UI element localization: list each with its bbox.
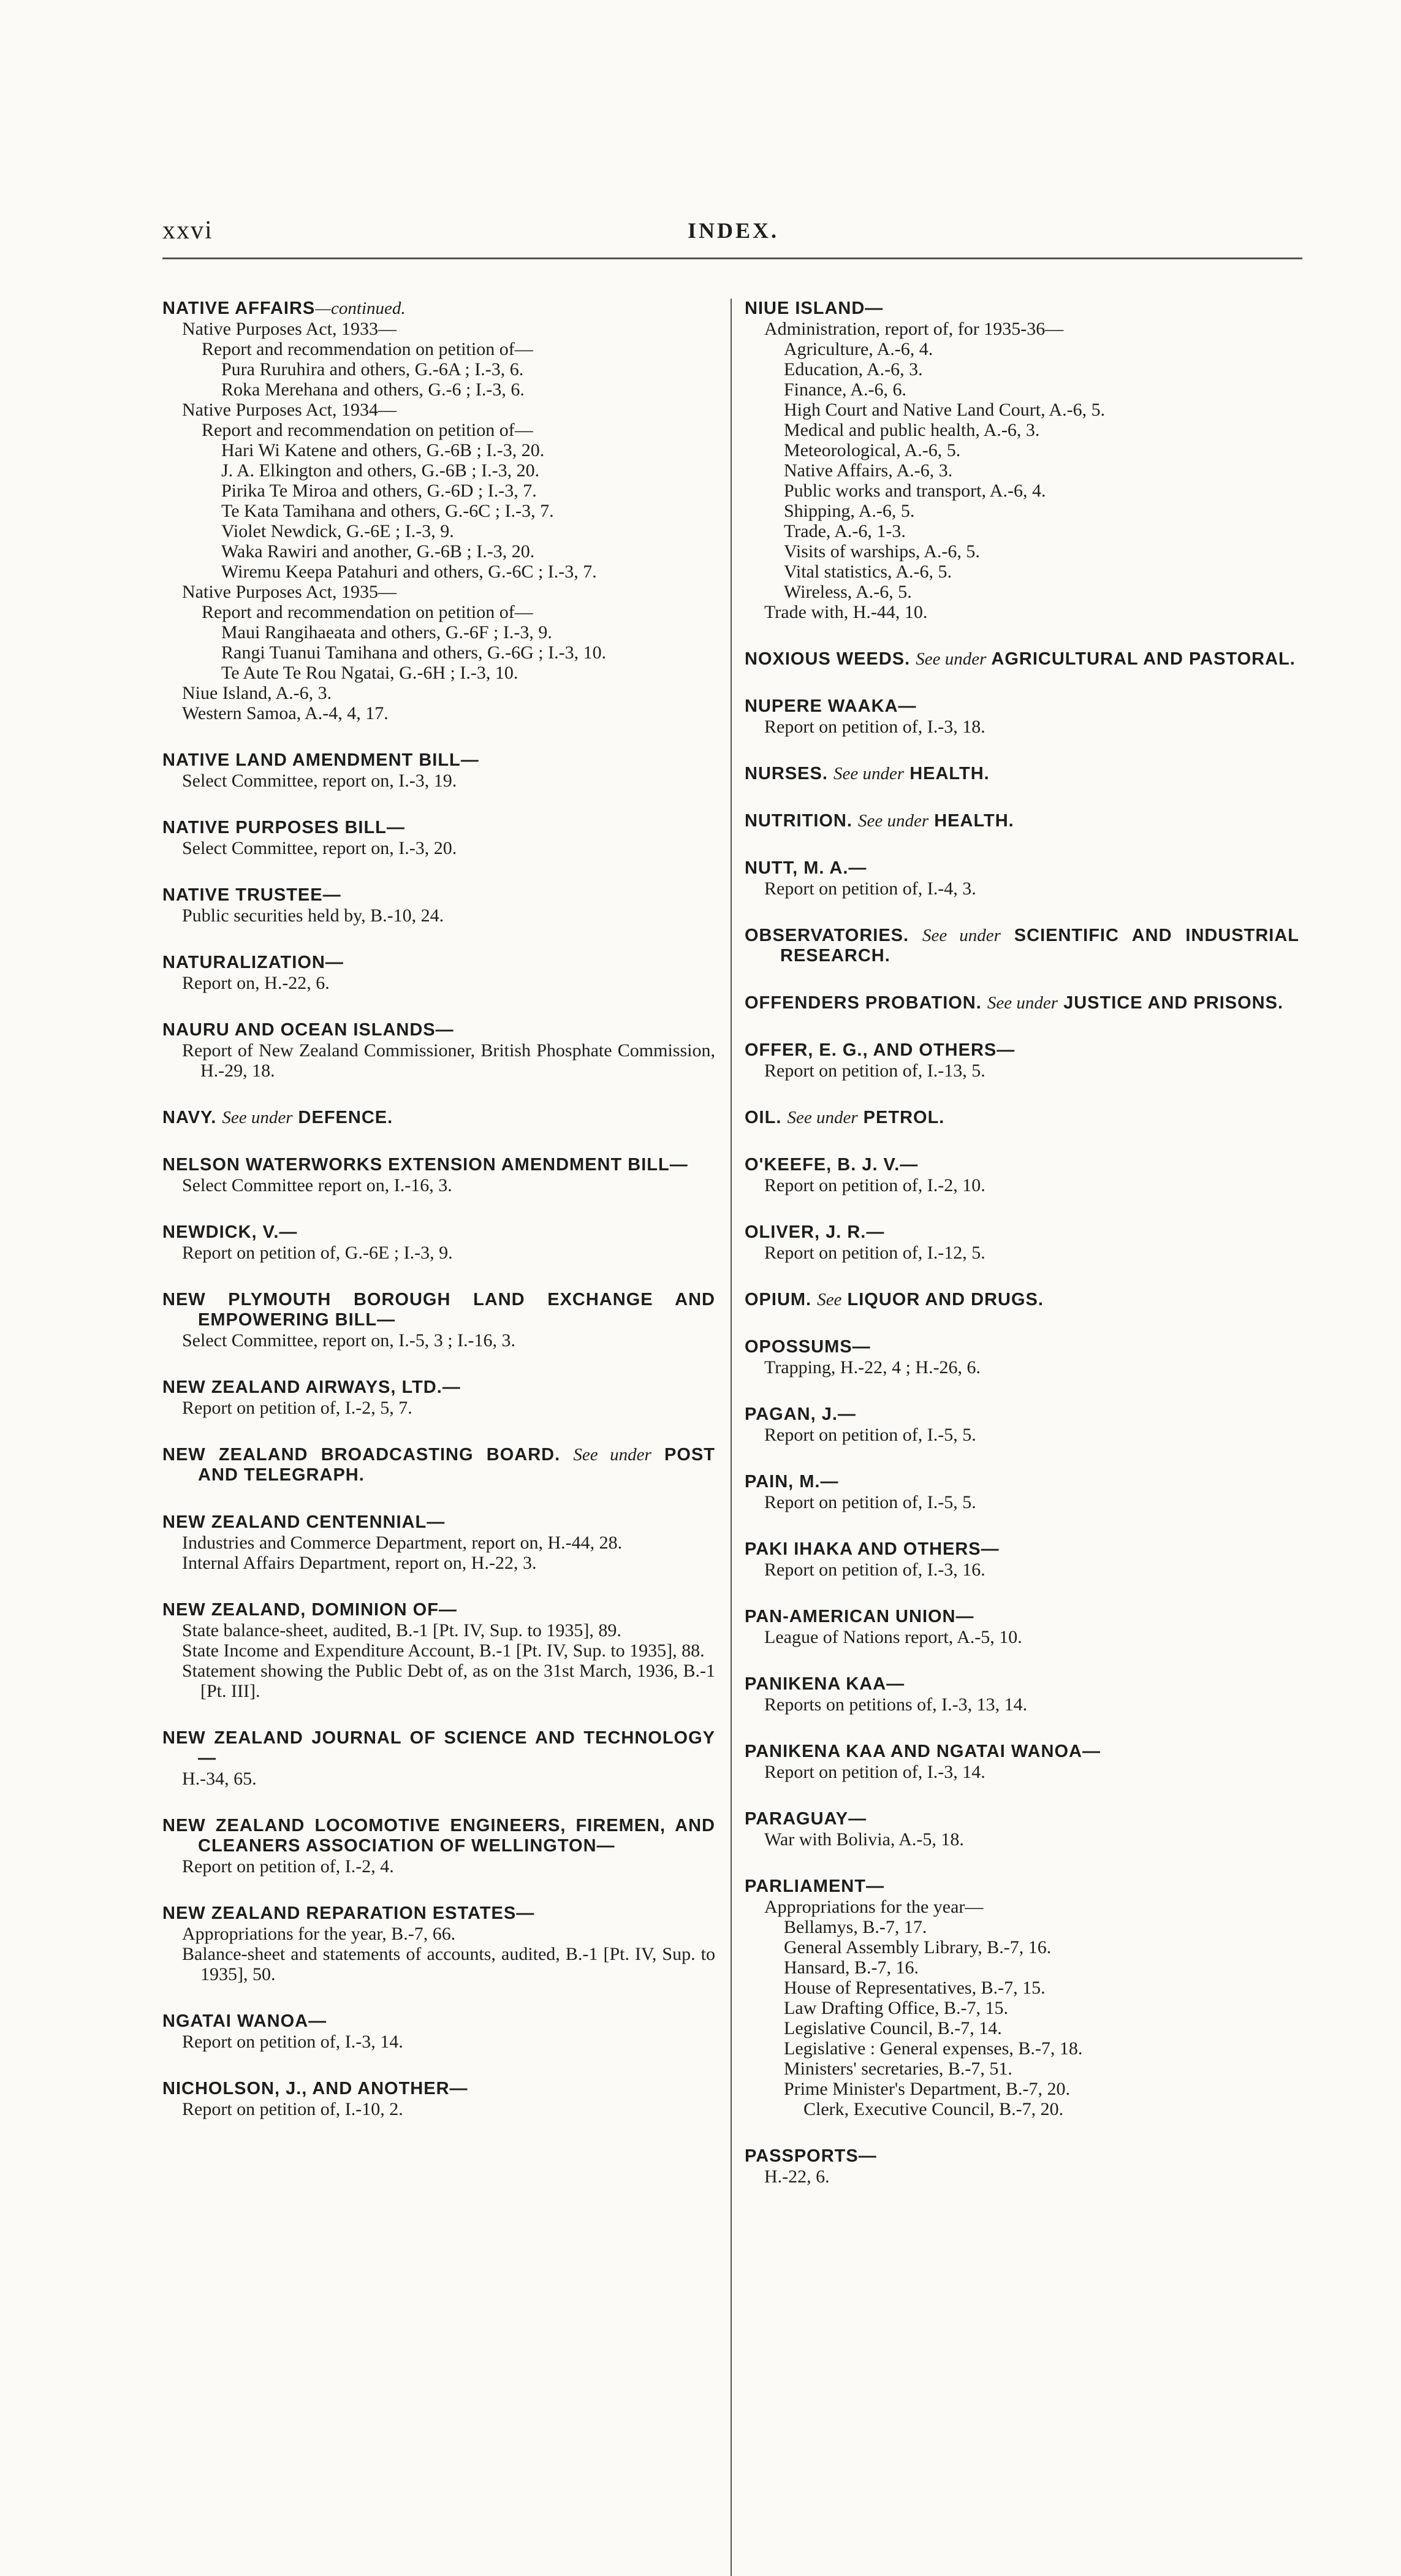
entry-heading: NUTT, M. A.—: [745, 858, 867, 878]
index-entry-nicholson: [162, 2079, 715, 2119]
sub-entry: Education, A.-6, 3.: [784, 359, 923, 379]
sub-entry: Agriculture, A.-6, 4.: [784, 339, 933, 359]
sub-entry: Maui Rangihaeata and others, G.-6F ; I.-3, 9.: [221, 622, 552, 642]
index-entry-panikena-kaa-ngatai: [745, 1742, 1299, 1782]
entry-heading: PAGAN, J.—: [745, 1404, 856, 1424]
sub-entry: Report of New Zealand Commissioner, British Phosphate Commission, H.-29, 18.: [182, 1040, 715, 1081]
see-under: See under: [573, 1445, 651, 1465]
heading-text: OFFENDERS PROBATION.: [745, 993, 982, 1013]
entry-heading: NEW ZEALAND JOURNAL OF SCIENCE AND TECHNOLOGY—: [162, 1728, 715, 1768]
index-entry-oil: [745, 1108, 1299, 1128]
cross-reference: HEALTH.: [934, 811, 1014, 831]
entry-heading: PARAGUAY—: [745, 1809, 867, 1829]
index-column-left: [162, 299, 715, 2146]
sub-entry: Report and recommendation on petition of—: [202, 420, 533, 440]
index-entry-native-affairs: [162, 299, 715, 723]
entry-heading: PAIN, M.—: [745, 1472, 839, 1492]
heading-text: OIL.: [745, 1108, 782, 1127]
entry-heading: [162, 1445, 715, 1485]
index-entry-naturalization: [162, 953, 715, 993]
index-entry-parliament: [745, 1877, 1299, 2119]
see-under: See under: [222, 1108, 293, 1127]
entry-heading: [745, 764, 1299, 784]
index-entry-native-trustee: [162, 885, 715, 926]
entry-heading: NATIVE PURPOSES BILL—: [162, 818, 405, 837]
heading-text: NOXIOUS WEEDS.: [745, 649, 911, 669]
heading-text: NAVY.: [162, 1108, 217, 1127]
sub-entry: State Income and Expenditure Account, B.-1 [Pt. IV, Sup. to 1935], 88.: [182, 1640, 705, 1661]
index-entry-offer: [745, 1040, 1299, 1081]
sub-entry: Law Drafting Office, B.-7, 15.: [784, 1998, 1009, 2018]
index-entry-newdick: [162, 1222, 715, 1263]
sub-entry: Report on petition of, I.-4, 3.: [764, 878, 976, 899]
cross-reference: LIQUOR AND DRUGS.: [847, 1290, 1044, 1309]
index-entry-nz-dominion: [162, 1600, 715, 1701]
index-entry-paki-ihaka: [745, 1539, 1299, 1580]
index-entry-nelson-waterworks: [162, 1155, 715, 1195]
index-entry-observatories: [745, 926, 1299, 966]
index-entry-nupere-waaka: [745, 696, 1299, 737]
index-entry-offenders-probation: [745, 993, 1299, 1013]
entry-heading: PAKI IHAKA AND OTHERS—: [745, 1539, 1000, 1559]
entry-heading: NELSON WATERWORKS EXTENSION AMENDMENT BILL—: [162, 1155, 688, 1175]
cross-reference: PETROL.: [863, 1108, 945, 1127]
entry-heading: NGATAI WANOA—: [162, 2011, 327, 2031]
sub-entry: Select Committee, report on, I.-3, 20.: [182, 838, 457, 858]
sub-entry: Select Committee, report on, I.-3, 19.: [182, 771, 457, 791]
cross-reference: SCIENTIFIC AND INDUSTRIAL RESEARCH.: [780, 926, 1299, 966]
page-number: xxvi: [162, 216, 213, 245]
index-entry-native-purposes-bill: [162, 818, 715, 858]
sub-entry: State balance-sheet, audited, B.-1 [Pt. IV, Sup. to 1935], 89.: [182, 1620, 621, 1640]
sub-entry: Report on petition of, I.-3, 14.: [182, 2032, 403, 2052]
sub-entry: Rangi Tuanui Tamihana and others, G.-6G ; I.-3, 10.: [221, 642, 607, 663]
heading-text: NURSES.: [745, 764, 828, 783]
sub-entry: H.-34, 65.: [182, 1769, 257, 1789]
cross-reference: POST AND TELEGRAPH.: [198, 1445, 715, 1485]
sub-entry: Prime Minister's Department, B.-7, 20.: [784, 2079, 1071, 2099]
sub-entry: Shipping, A.-6, 5.: [784, 501, 915, 521]
index-entry-pain: [745, 1472, 1299, 1512]
entry-heading: NEWDICK, V.—: [162, 1222, 298, 1242]
entry-heading: NUPERE WAAKA—: [745, 696, 917, 716]
sub-entry: Report on petition of, I.-3, 18.: [764, 717, 985, 737]
sub-entry: Wiremu Keepa Patahuri and others, G.-6C ; I.-3, 7.: [221, 562, 597, 582]
index-entry-navy: [162, 1108, 715, 1128]
sub-entry: Western Samoa, A.-4, 4, 17.: [182, 703, 389, 723]
sub-entry: Meteorological, A.-6, 5.: [784, 440, 961, 460]
cross-reference: DEFENCE.: [298, 1108, 393, 1127]
index-entry-noxious-weeds: [745, 649, 1299, 669]
entry-heading: NEW PLYMOUTH BOROUGH LAND EXCHANGE AND EMPOWERING BILL—: [162, 1290, 715, 1330]
index-entry-nz-airways: [162, 1378, 715, 1418]
sub-entry: Trapping, H.-22, 4 ; H.-26, 6.: [764, 1357, 981, 1378]
sub-entry: Finance, A.-6, 6.: [784, 379, 906, 400]
sub-entry: Report on, H.-22, 6.: [182, 973, 330, 993]
entry-heading: NATIVE TRUSTEE—: [162, 885, 341, 905]
cross-reference: AGRICULTURAL AND PASTORAL.: [991, 649, 1296, 669]
index-entry-nz-reparation: [162, 1903, 715, 1984]
sub-entry: Hari Wi Katene and others, G.-6B ; I.-3, 20.: [221, 440, 545, 460]
sub-entry: General Assembly Library, B.-7, 16.: [784, 1937, 1052, 1957]
index-entry-nz-locomotive: [162, 1816, 715, 1877]
index-entry-passports: [745, 2146, 1299, 2187]
index-entry-nz-journal: [162, 1728, 715, 1789]
heading-text: NATIVE AFFAIRS: [162, 299, 316, 318]
heading-text: NEW ZEALAND BROADCASTING BOARD.: [162, 1445, 561, 1465]
entry-heading: PASSPORTS—: [745, 2146, 877, 2166]
entry-heading: PAN-AMERICAN UNION—: [745, 1607, 974, 1626]
entry-heading: NICHOLSON, J., AND ANOTHER—: [162, 2079, 468, 2098]
entry-heading: [745, 811, 1299, 831]
index-entry-pan-american-union: [745, 1607, 1299, 1647]
index-entry-native-land-amendment-bill: [162, 750, 715, 791]
sub-entry: Pirika Te Miroa and others, G.-6D ; I.-3, 7.: [221, 481, 537, 501]
sub-entry: Internal Affairs Department, report on, H.-22, 3.: [182, 1553, 537, 1573]
sub-entry: Te Kata Tamihana and others, G.-6C ; I.-3, 7.: [221, 501, 554, 521]
entry-heading: [745, 649, 1299, 669]
index-entry-nz-centennial: [162, 1512, 715, 1573]
entry-heading: PANIKENA KAA—: [745, 1674, 905, 1694]
entry-heading: NEW ZEALAND REPARATION ESTATES—: [162, 1903, 535, 1923]
sub-entry: Report on petition of, I.-2, 5, 7.: [182, 1398, 412, 1418]
see-under: See under: [787, 1108, 858, 1127]
sub-entry: Report and recommendation on petition of—: [202, 339, 533, 359]
sub-entry: Legislative Council, B.-7, 14.: [784, 2018, 1002, 2038]
sub-entry: Report on petition of, I.-5, 5.: [764, 1425, 976, 1445]
entry-heading: NIUE ISLAND—: [745, 299, 884, 318]
sub-entry: High Court and Native Land Court, A.-6, 5.: [784, 400, 1106, 420]
sub-entry: Native Affairs, A.-6, 3.: [784, 460, 953, 481]
sub-entry: Ministers' secretaries, B.-7, 51.: [784, 2059, 1012, 2079]
index-entry-paraguay: [745, 1809, 1299, 1850]
index-entry-nutt: [745, 858, 1299, 899]
entry-heading: OPOSSUMS—: [745, 1337, 871, 1357]
sub-entry: Report and recommendation on petition of—: [202, 602, 533, 622]
sub-entry: Te Aute Te Rou Ngatai, G.-6H ; I.-3, 10.: [221, 663, 518, 683]
entry-heading: [745, 926, 1299, 966]
index-entry-pagan: [745, 1404, 1299, 1445]
sub-entry: Native Purposes Act, 1934—: [182, 400, 397, 420]
entry-heading: PANIKENA KAA AND NGATAI WANOA—: [745, 1742, 1101, 1761]
see-under: See under: [916, 649, 987, 669]
see-under: See under: [922, 926, 1001, 945]
sub-entry: Violet Newdick, G.-6E ; I.-3, 9.: [221, 521, 454, 541]
see-under: See under: [987, 993, 1058, 1013]
sub-entry: Appropriations for the year—: [764, 1897, 984, 1917]
sub-entry: Report on petition of, G.-6E ; I.-3, 9.: [182, 1243, 453, 1263]
sub-entry: Report on petition of, I.-13, 5.: [764, 1061, 985, 1081]
sub-entry: Public securities held by, B.-10, 24.: [182, 905, 444, 926]
heading-text: OPIUM.: [745, 1290, 812, 1309]
heading-text: NUTRITION.: [745, 811, 852, 831]
heading-text: OBSERVATORIES.: [745, 926, 909, 945]
sub-entry: League of Nations report, A.-5, 10.: [764, 1627, 1022, 1647]
sub-entry: Legislative : General expenses, B.-7, 18.: [784, 2038, 1083, 2059]
entry-heading: NATURALIZATION—: [162, 953, 344, 972]
entry-heading: OFFER, E. G., AND OTHERS—: [745, 1040, 1016, 1060]
index-entry-nz-broadcasting: [162, 1445, 715, 1485]
sub-entry: Report on petition of, I.-2, 4.: [182, 1856, 394, 1877]
entry-heading: NEW ZEALAND LOCOMOTIVE ENGINEERS, FIREMEN, AND CLEANERS ASSOCIATION OF WELLINGTON—: [162, 1816, 715, 1856]
entry-heading: [745, 1108, 1299, 1128]
sub-entry: Reports on petitions of, I.-3, 13, 14.: [764, 1694, 1028, 1715]
entry-heading: O'KEEFE, B. J. V.—: [745, 1155, 919, 1175]
sub-entry: Administration, report of, for 1935-36—: [764, 319, 1064, 339]
continued-note: —continued.: [315, 299, 406, 318]
sub-entry: Waka Rawiri and another, G.-6B ; I.-3, 20.: [221, 541, 535, 562]
sub-entry: Native Purposes Act, 1933—: [182, 319, 397, 339]
see-under: See: [817, 1290, 842, 1309]
sub-entry: Report on petition of, I.-10, 2.: [182, 2099, 403, 2119]
index-entry-opium: [745, 1290, 1299, 1310]
sub-entry: Wireless, A.-6, 5.: [784, 582, 912, 602]
see-under: See under: [858, 811, 929, 831]
sub-entry: Visits of warships, A.-6, 5.: [784, 541, 980, 562]
index-entry-niue-island: [745, 299, 1299, 622]
index-entry-nurses: [745, 764, 1299, 784]
sub-entry: Bellamys, B.-7, 17.: [784, 1917, 927, 1937]
sub-entry: Hansard, B.-7, 16.: [784, 1957, 919, 1978]
entry-heading: OLIVER, J. R.—: [745, 1222, 885, 1242]
sub-entry: Statement showing the Public Debt of, as on the 31st March, 1936, B.-1 [Pt. III].: [182, 1661, 715, 1701]
sub-entry: Report on petition of, I.-12, 5.: [764, 1243, 985, 1263]
entry-heading: NATIVE LAND AMENDMENT BILL—: [162, 750, 479, 770]
index-entry-ngatai-wanoa: [162, 2011, 715, 2052]
cross-reference: HEALTH.: [909, 764, 990, 783]
column-divider: [731, 299, 732, 2576]
see-under: See under: [833, 764, 905, 783]
index-entry-nauru: [162, 1020, 715, 1081]
entry-heading: NEW ZEALAND CENTENNIAL—: [162, 1512, 446, 1532]
sub-entry: Report on petition of, I.-5, 5.: [764, 1492, 976, 1512]
index-entry-panikena-kaa: [745, 1674, 1299, 1715]
sub-entry: House of Representatives, B.-7, 15.: [784, 1978, 1046, 1998]
entry-heading: NEW ZEALAND, DOMINION OF—: [162, 1600, 457, 1620]
entry-heading: [162, 1108, 715, 1128]
sub-entry: Public works and transport, A.-6, 4.: [784, 481, 1046, 501]
index-entry-okeefe: [745, 1155, 1299, 1195]
sub-entry: Roka Merehana and others, G.-6 ; I.-3, 6.: [221, 379, 525, 400]
sub-entry: Trade, A.-6, 1-3.: [784, 521, 906, 541]
entry-heading: PARLIAMENT—: [745, 1877, 884, 1896]
sub-entry: Industries and Commerce Department, report on, H.-44, 28.: [182, 1533, 623, 1553]
sub-entry: Select Committee, report on, I.-5, 3 ; I.-16, 3.: [182, 1330, 516, 1351]
entry-heading: [745, 1290, 1299, 1310]
sub-entry: Report on petition of, I.-2, 10.: [764, 1175, 985, 1195]
sub-entry: Appropriations for the year, B.-7, 66.: [182, 1924, 456, 1944]
sub-entry: Niue Island, A.-6, 3.: [182, 683, 332, 703]
index-entry-oliver: [745, 1222, 1299, 1263]
sub-entry: Clerk, Executive Council, B.-7, 20.: [803, 2099, 1064, 2119]
entry-heading: [745, 993, 1299, 1013]
entry-heading: NAURU AND OCEAN ISLANDS—: [162, 1020, 454, 1040]
sub-entry: H.-22, 6.: [764, 2166, 830, 2187]
sub-entry: War with Bolivia, A.-5, 18.: [764, 1829, 964, 1850]
sub-entry: Pura Ruruhira and others, G.-6A ; I.-3, 6.: [221, 359, 524, 379]
sub-entry: Report on petition of, I.-3, 16.: [764, 1560, 985, 1580]
index-entry-new-plymouth: [162, 1290, 715, 1351]
index-column-right: [745, 299, 1299, 2214]
sub-entry: Trade with, H.-44, 10.: [764, 602, 928, 622]
sub-entry: Select Committee report on, I.-16, 3.: [182, 1175, 452, 1195]
index-entry-nutrition: [745, 811, 1299, 831]
sub-entry: J. A. Elkington and others, G.-6B ; I.-3, 20.: [221, 460, 540, 481]
cross-reference: JUSTICE AND PRISONS.: [1063, 993, 1284, 1013]
sub-entry: Native Purposes Act, 1935—: [182, 582, 397, 602]
entry-heading: NEW ZEALAND AIRWAYS, LTD.—: [162, 1378, 461, 1397]
header-rule: [162, 257, 1302, 259]
page-title: INDEX.: [688, 218, 780, 243]
entry-heading: [162, 299, 715, 319]
index-entry-opossums: [745, 1337, 1299, 1378]
sub-entry: Balance-sheet and statements of accounts, audited, B.-1 [Pt. IV, Sup. to 1935], 50.: [182, 1944, 715, 1984]
sub-entry: Medical and public health, A.-6, 3.: [784, 420, 1040, 440]
sub-entry: Report on petition of, I.-3, 14.: [764, 1762, 985, 1782]
sub-entry: Vital statistics, A.-6, 5.: [784, 562, 952, 582]
